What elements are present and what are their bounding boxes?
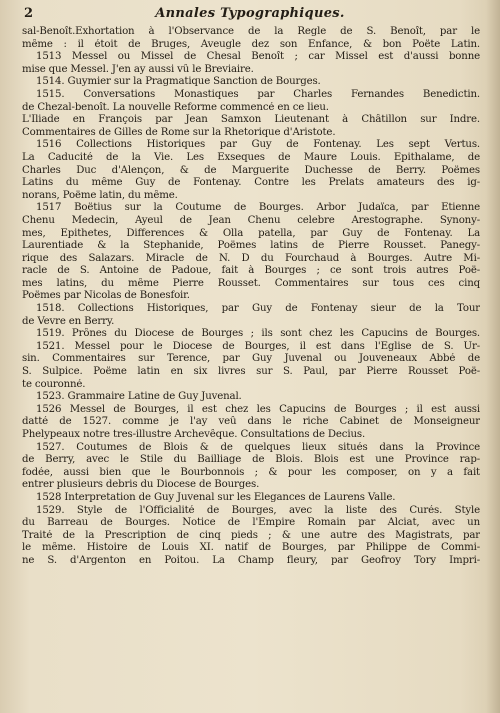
body-text	[22, 26, 480, 705]
text-line: 1529. Style de l'Officialité de Bourges, avec la liste des Curés. Style	[36, 504, 480, 516]
text-line: 1521. Messel pour le Diocese de Bourges, il est dans l'Eglise de S. Ur-	[36, 340, 480, 352]
text-line: Poëmes par Nicolas de Bonesfoir.	[22, 290, 190, 302]
text-line: Latins du même Guy de Fontenay. Contre les Prelats amateurs des ig-	[22, 177, 480, 189]
text-line: ne S. d'Argenton en Poitou. La Champ fleury, par Geofroy Tory Impri-	[22, 554, 480, 566]
text-line: même : il étoit de Bruges, Aveugle dez son Enfance, & bon Poëte Latin.	[22, 38, 480, 50]
text-line: 1519. Prônes du Diocese de Bourges ; ils sont chez les Capucins de Bourges.	[36, 328, 480, 340]
text-line: du Barreau de Bourges. Notice de l'Empire Romain par Alciat, avec un	[22, 517, 480, 529]
text-line: Laurentiade & la Stephanide, Poëmes latins de Pierre Rousset. Panegy-	[22, 240, 480, 252]
page-edge-shadow	[486, 0, 500, 713]
text-line: La Caducité de la Vie. Les Exseques de Maure Louis. Epithalame, de	[22, 151, 480, 163]
text-line: le même. Histoire de Louis XI. natif de Bourges, par Philippe de Commi-	[22, 542, 480, 554]
text-line: S. Sulpice. Poëme latin en six livres sur S. Paul, par Pierre Rousset Poë-	[22, 366, 480, 378]
text-line: de Berry, avec le Stile du Bailliage de Blois. Blois est une Province rap-	[22, 454, 480, 466]
text-line: fodée, aussi bien que le Bourbonnois ; & pour les composer, on y a fait	[22, 466, 480, 478]
text-line: norans, Poëme latin, du même.	[22, 189, 178, 201]
text-line: 1515. Conversations Monastiques par Charles Fernandes Benedictin.	[36, 88, 480, 100]
text-line: 1523. Grammaire Latine de Guy Juvenal.	[36, 391, 242, 403]
text-line: Commentaires de Gilles de Rome sur la Rhetorique d'Aristote.	[22, 126, 336, 138]
text-line: Charles Duc d'Alençon, & de Marguerite Duchesse de Berry. Poëmes	[22, 164, 480, 176]
text-line: mise que Messel. J'en ay aussi vû le Breviaire.	[22, 63, 254, 75]
text-line: Phelypeaux notre tres-illustre Archevêque. Consultations de Decius.	[22, 429, 366, 440]
page-number: 2	[24, 6, 34, 21]
text-line: racle de S. Antoine de Padoue, fait à Bourges ; ce sont trois autres Poë-	[22, 265, 480, 277]
text-line: 1528 Interpretation de Guy Juvenal sur les Elegances de Laurens Valle.	[36, 491, 396, 503]
text-line: 1514. Guymier sur la Pragmatique Sanction de Bourges.	[36, 76, 321, 88]
text-line: de Vevre en Berry.	[22, 315, 115, 327]
text-line: sal-Benoît.Exhortation à l'Observance de la Regle de S. Benoît, par le	[22, 26, 480, 37]
page-header	[0, 6, 500, 24]
text-line: mes latins, du même Pierre Rousset. Commentaires sur tous ces cinq	[22, 277, 480, 289]
text-line: 1518. Collections Historiques, par Guy de Fontenay sieur de la Tour	[36, 303, 480, 315]
text-line: L'Iliade en François par Jean Samxon Lieutenant à Châtillon sur Indre.	[22, 114, 480, 126]
text-line: entrer plusieurs debris du Diocese de Bourges.	[22, 479, 260, 491]
text-line: mes, Epithetes, Differences & Olla patella, par Guy de Fontenay. La	[22, 227, 480, 239]
text-line: 1526 Messel de Bourges, il est chez les Capucins de Bourges ; il est aussi	[36, 403, 480, 415]
text-line: 1516 Collections Historiques par Guy de Fontenay. Les sept Vertus.	[36, 139, 480, 151]
text-line: rique des Salazars. Miracle de N. D du Fourchaud à Bourges. Autre Mi-	[22, 252, 480, 264]
text-line: 1517 Boëtius sur la Coutume de Bourges. Arbor Judaïca, par Etienne	[36, 202, 480, 214]
text-line: datté de 1527. comme je l'ay veû dans le riche Cabinet de Monseigneur	[22, 416, 480, 428]
text-line: 1513 Messel ou Missel de Chesal Benoît ; car Missel est d'aussi bonne	[36, 51, 480, 63]
text-line: de Chezal-benoît. La nouvelle Reforme commencé en ce lieu.	[22, 101, 329, 113]
text-line: Traité de la Prescription de cinq pieds ; & une autre des Magistrats, par	[22, 529, 480, 541]
running-title: Annales Typographiques.	[155, 6, 345, 21]
text-line: te couronné.	[22, 378, 86, 390]
text-line: 1527. Coutumes de Blois & de quelques lieux situés dans la Province	[36, 441, 480, 453]
text-line: sin. Commentaires sur Terence, par Guy Juvenal ou Jouveneaux Abbé de	[22, 353, 480, 365]
text-line: Chenu Medecin, Ayeul de Jean Chenu celebre Arestographe. Synony-	[22, 214, 480, 226]
